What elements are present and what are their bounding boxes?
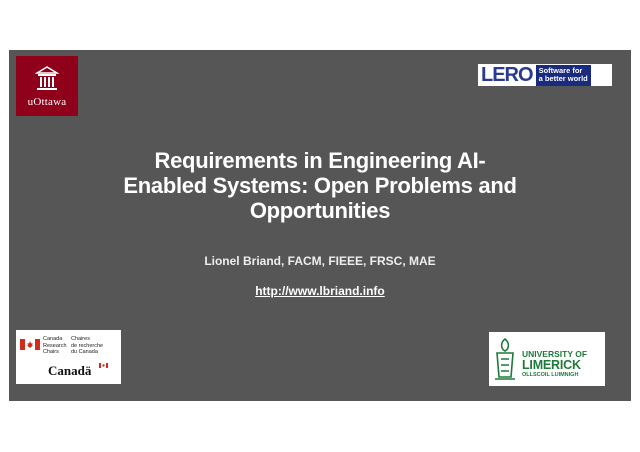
canada-research-chairs-logo [16, 330, 121, 384]
crc-fr-2: de recherche [71, 342, 104, 349]
building-icon [35, 65, 59, 93]
lero-tagline [536, 65, 591, 86]
lero-tagline-line-1: Software for [538, 66, 583, 75]
university-of-limerick-logo [489, 332, 605, 386]
lero-logo [478, 64, 612, 86]
crc-fr-1: Chaires [71, 336, 90, 342]
limerick-line-2: LIMERICK [522, 358, 581, 372]
title-line-3: Opportunities [249, 198, 391, 223]
limerick-line-1: UNIVERSITY OF [522, 349, 588, 359]
crc-fr-3: du Canada [71, 349, 98, 355]
slide-title [80, 148, 560, 223]
title-line-2: Enabled Systems: Open Problems and [123, 173, 517, 198]
title-line-1: Requirements in Engineering AI- [154, 148, 486, 173]
lero-tagline-line-2: a better world [538, 74, 588, 83]
uottawa-logo [16, 56, 78, 116]
crc-french-text [71, 336, 103, 356]
crc-en-2: Research [43, 342, 67, 349]
crc-english-text [43, 336, 67, 356]
limerick-line-3: OLLSCOIL LUIMNIGH [522, 372, 579, 378]
lero-wordmark: LERO [481, 64, 533, 86]
crc-en-1: Canada [43, 336, 63, 342]
author-line: Lionel Briand, FACM, FIEEE, FRSC, MAE [204, 254, 436, 268]
crc-en-3: Chairs [43, 349, 59, 355]
link-container [80, 282, 560, 300]
uottawa-wordmark: uOttawa [27, 95, 67, 108]
canada-wordmark: Canadä [48, 363, 92, 378]
limerick-emblem-icon [493, 337, 517, 381]
canada-wordmark-flag-icon [99, 363, 108, 368]
website-link[interactable]: http://www.lbriand.info [255, 284, 385, 298]
canada-flag-icon [20, 339, 40, 350]
